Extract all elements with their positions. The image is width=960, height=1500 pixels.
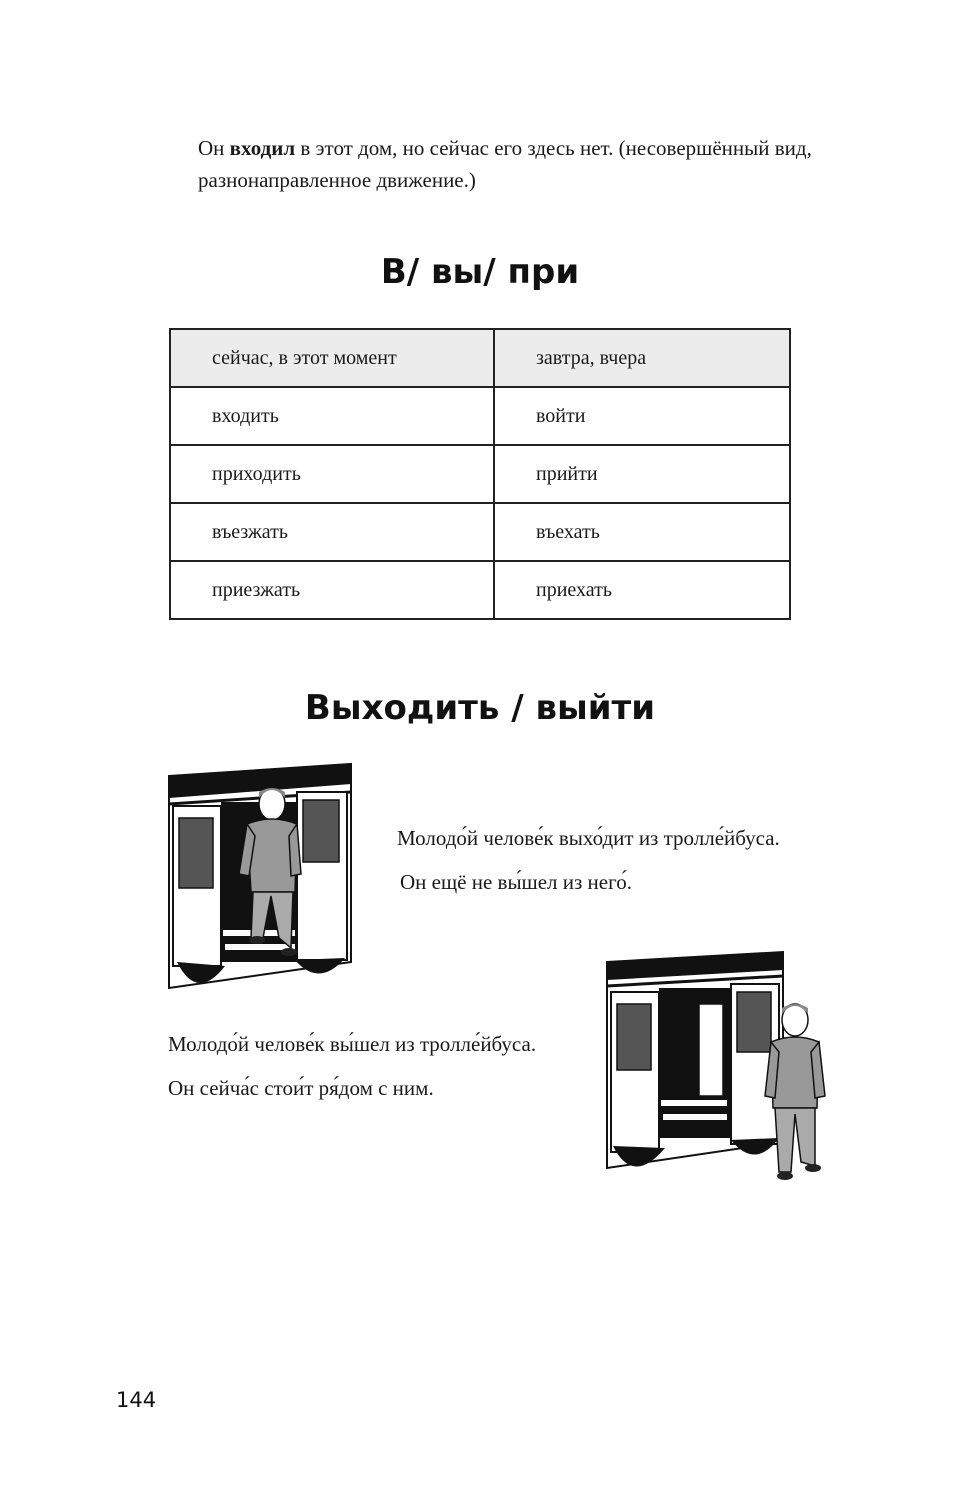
- section-heading-vykhodit: Выходить / выйти: [304, 688, 656, 728]
- table-cell: приходить: [170, 445, 494, 503]
- table-cell: приехать: [494, 561, 790, 619]
- example1-line1: Молодо́й челове́к выхо́дит из тролле́йбуса.: [397, 826, 780, 850]
- table-cell: приезжать: [170, 561, 494, 619]
- example2-line2: Он сейча́с стои́т ря́дом с ним.: [168, 1076, 434, 1100]
- page-number: 144: [116, 1388, 157, 1412]
- table-cell: въезжать: [170, 503, 494, 561]
- intro-text-before: Он: [198, 136, 230, 160]
- example2-sentences: [168, 1022, 536, 1110]
- man-beside-trolleybus-illustration: [605, 950, 831, 1188]
- table-row: [170, 387, 790, 445]
- intro-text-after: в этот дом, но сейчас его здесь нет. (несовершённый вид, разнонаправленное движение.): [198, 136, 812, 192]
- intro-bold-verb: входил: [229, 136, 296, 160]
- table-cell: въехать: [494, 503, 790, 561]
- example2-line1: Молодо́й челове́к вы́шел из тролле́йбуса.: [168, 1032, 537, 1056]
- table-row: [170, 503, 790, 561]
- table-cell: войти: [494, 387, 790, 445]
- table-cell: прийти: [494, 445, 790, 503]
- table-row: [170, 561, 790, 619]
- verb-aspect-table: [169, 328, 791, 620]
- table-row: [170, 445, 790, 503]
- man-exiting-trolleybus-illustration: [167, 762, 355, 994]
- table-header-row: [170, 329, 790, 387]
- example1-sentences: [397, 816, 780, 904]
- intro-paragraph: [198, 132, 858, 196]
- section-heading-prefixes: В/ вы/ при: [380, 252, 580, 292]
- example1-line2: Он ещё не вы́шел из него́.: [400, 870, 632, 894]
- table-header-cell: сейчас, в этот момент: [170, 329, 494, 387]
- table-header-cell: завтра, вчера: [494, 329, 790, 387]
- table-cell: входить: [170, 387, 494, 445]
